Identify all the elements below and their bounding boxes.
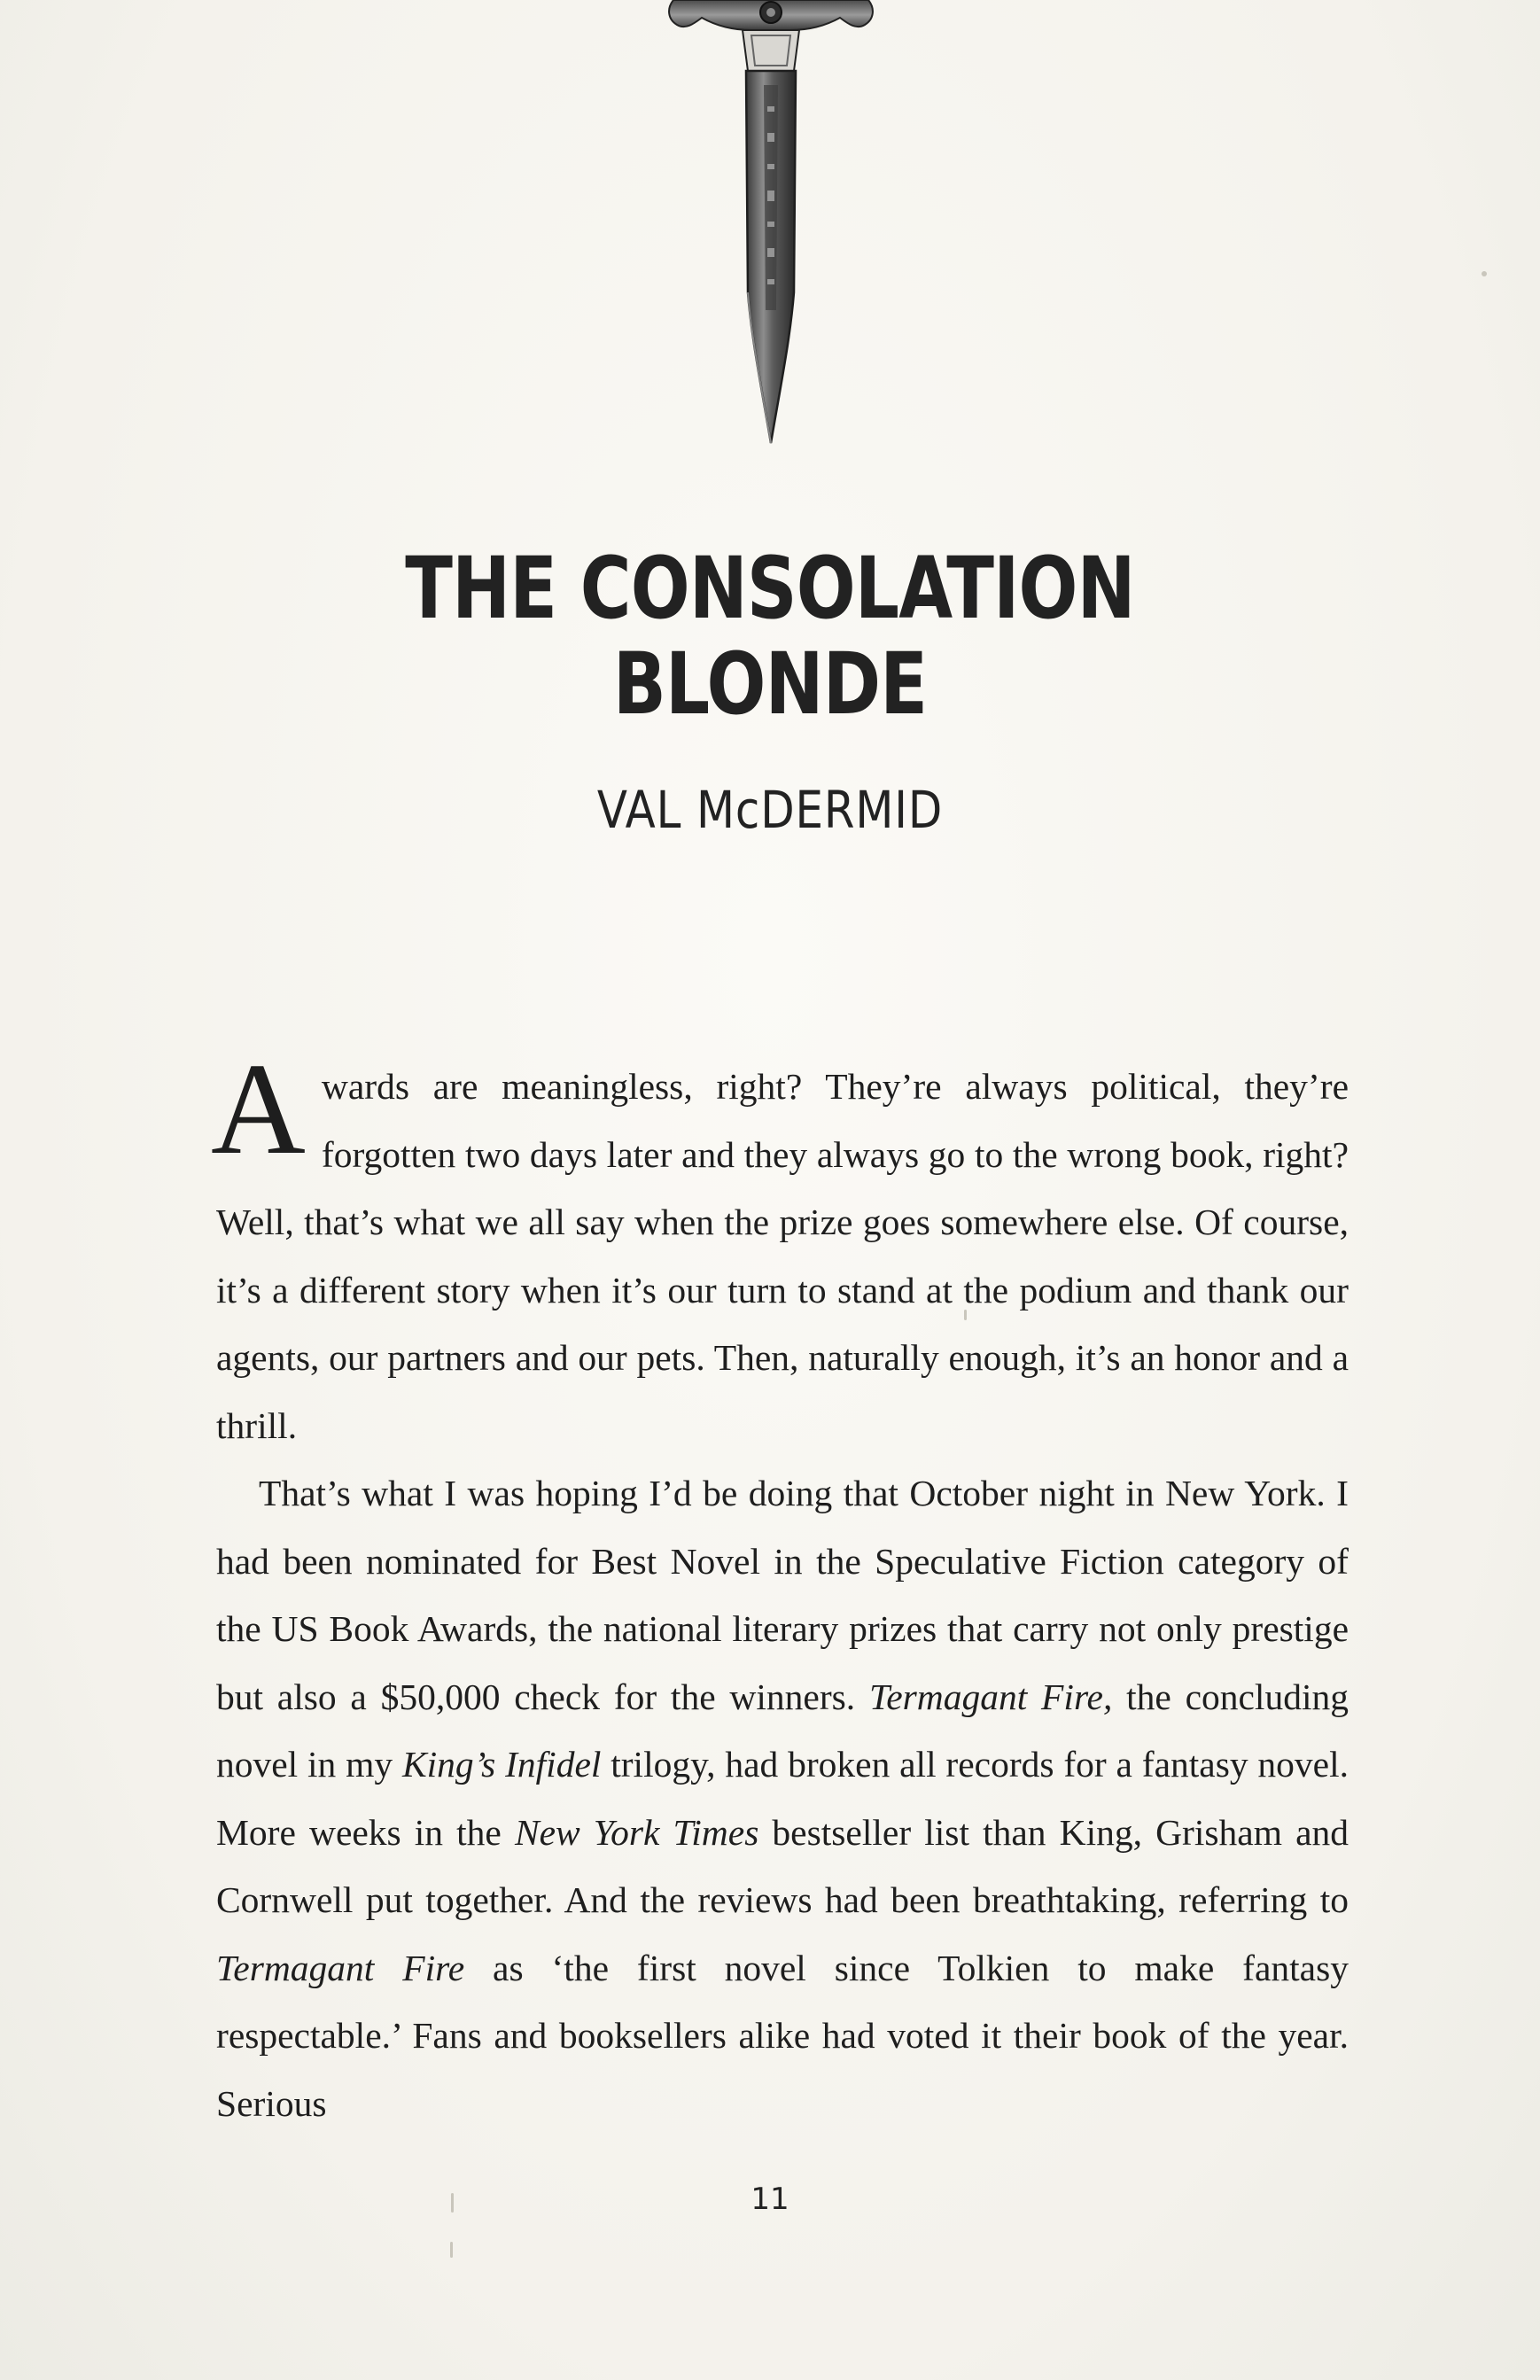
dagger-icon <box>638 0 904 452</box>
book-title-kings-infidel: King’s Infidel <box>401 1744 602 1785</box>
book-title-termagant-fire-2: Termagant Fire <box>216 1947 465 1988</box>
paragraph-2-text-d: bestseller list than King, Grisham and Cornwell put together. And the reviews had been breathtaking, referring to <box>216 1811 1349 1920</box>
drop-cap: A <box>211 1037 306 1182</box>
paragraph-2-text-c: trilogy, had broken all records for a fantasy novel. More weeks in the <box>216 1744 1349 1853</box>
paragraph-2-text-a: That’s what I was hoping I’d be doing that October night in New York. I had been nominated for Best Novel in the Speculative Fiction category of the US Book Awards, the national literary prizes that carry not only prestige but also a $50,000 check for the winners. <box>216 1473 1349 1717</box>
book-title-termagant-fire: Termagant Fire, <box>868 1676 1113 1717</box>
paper-speck <box>450 2242 453 2258</box>
paragraph-2-text-e: as ‘the first novel since Tolkien to make fantasy respectable.’ Fans and booksellers alike had voted it their book of the year. Serious <box>216 1947 1349 2124</box>
paper-speck <box>451 2193 454 2213</box>
paper-speck <box>1482 271 1487 276</box>
story-title-line-2: BLONDE <box>612 634 928 734</box>
story-title-line-1: THE CONSOLATION <box>405 539 1135 638</box>
paragraph-1 <box>211 1037 1349 1459</box>
story-body <box>211 1037 1349 2137</box>
author-name: VAL McDERMID <box>596 780 944 840</box>
paragraph-2 <box>216 1459 1349 2137</box>
publication-title-nyt: New York Times <box>514 1811 759 1853</box>
story-title <box>356 541 1183 732</box>
page-number: 11 <box>751 2182 789 2217</box>
paper-speck <box>964 1310 967 1320</box>
paragraph-2-text-b: the concluding novel in my <box>216 1676 1349 1785</box>
paragraph-1-text: wards are meaningless, right? They’re always political, they’re forgotten two days later and they always go to the wrong book, right? Well, that’s what we all say when the prize goes somewhere else. Of course, it’s a different story when it’s our turn to stand at the podium and thank our agents, our partners and our pets. Then, naturally enough, it’s an honor and a thrill. <box>216 1066 1349 1446</box>
